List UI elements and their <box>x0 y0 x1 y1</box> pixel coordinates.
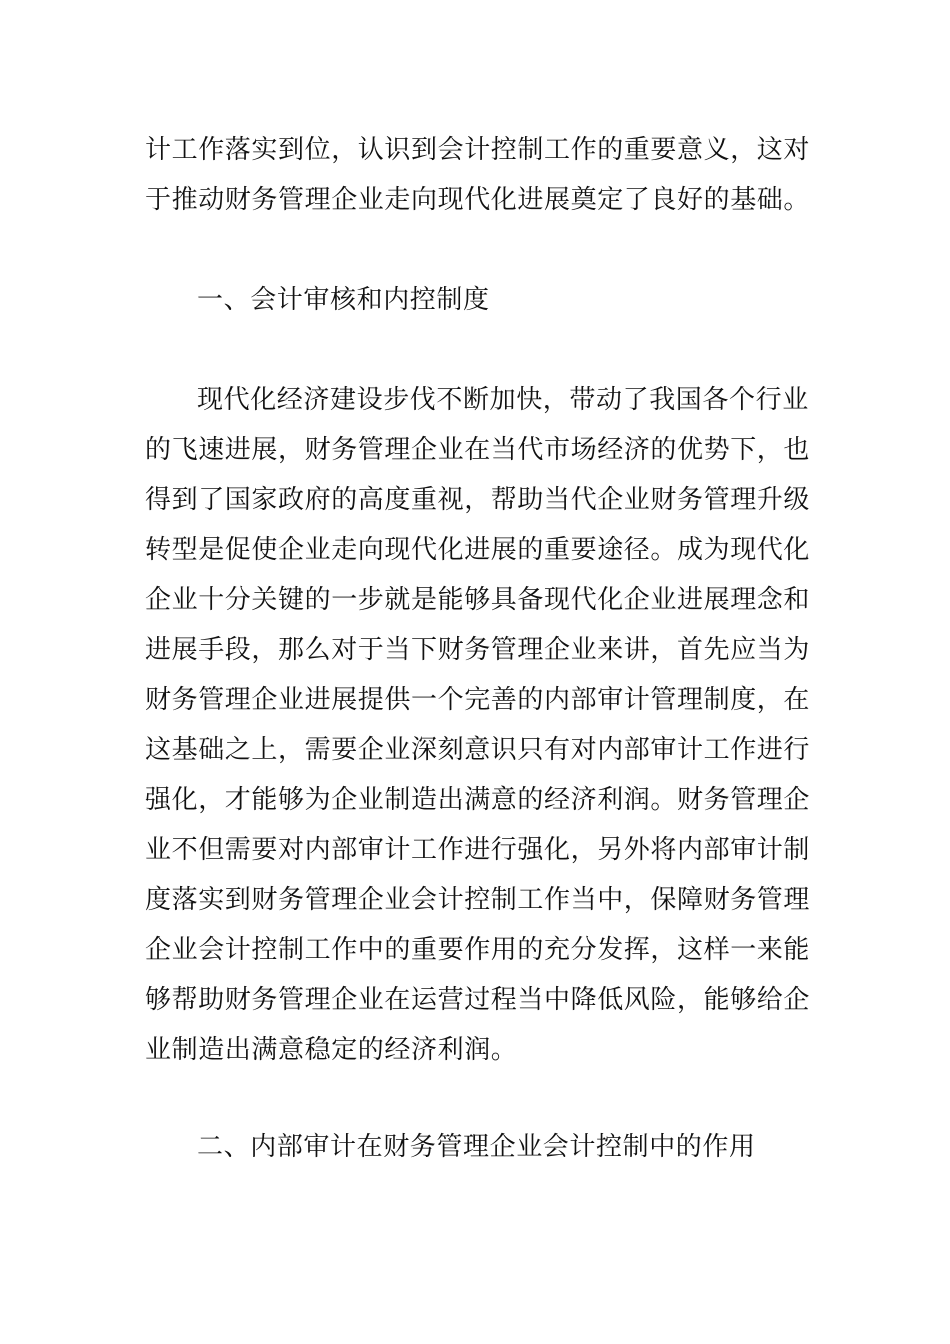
body-line-2: 的飞速进展，财务管理企业在当代市场经济的优势下，也 <box>145 435 811 465</box>
section-heading-2: 二、内部审计在财务管理企业会计控制中的作用 <box>197 1132 756 1162</box>
body-line-10: 业不但需要对内部审计工作进行强化，另外将内部审计制 <box>145 835 811 865</box>
body-line-9: 强化，才能够为企业制造出满意的经济利润。财务管理企 <box>145 785 811 815</box>
intro-line-2: 于推动财务管理企业走向现代化进展奠定了良好的基础。 <box>145 185 811 215</box>
body-line-8: 这基础之上，需要企业深刻意识只有对内部审计工作进行 <box>145 735 811 765</box>
body-line-14: 业制造出满意稳定的经济利润。 <box>145 1035 518 1065</box>
body-line-13: 够帮助财务管理企业在运营过程当中降低风险，能够给企 <box>145 985 811 1015</box>
body-line-5: 企业十分关键的一步就是能够具备现代化企业进展理念和 <box>145 585 811 615</box>
body-line-6: 进展手段，那么对于当下财务管理企业来讲，首先应当为 <box>145 635 811 665</box>
section-heading-1: 一、会计审核和内控制度 <box>197 285 490 315</box>
body-line-7: 财务管理企业进展提供一个完善的内部审计管理制度，在 <box>145 685 811 715</box>
body-line-12: 企业会计控制工作中的重要作用的充分发挥，这样一来能 <box>145 935 811 965</box>
intro-line-1: 计工作落实到位，认识到会计控制工作的重要意义，这对 <box>145 135 811 165</box>
body-line-1: 现代化经济建设步伐不断加快，带动了我国各个行业 <box>197 385 809 415</box>
body-line-4: 转型是促使企业走向现代化进展的重要途径。成为现代化 <box>145 535 811 565</box>
body-line-3: 得到了国家政府的高度重视，帮助当代企业财务管理升级 <box>145 485 811 515</box>
body-line-11: 度落实到财务管理企业会计控制工作当中，保障财务管理 <box>145 885 811 915</box>
